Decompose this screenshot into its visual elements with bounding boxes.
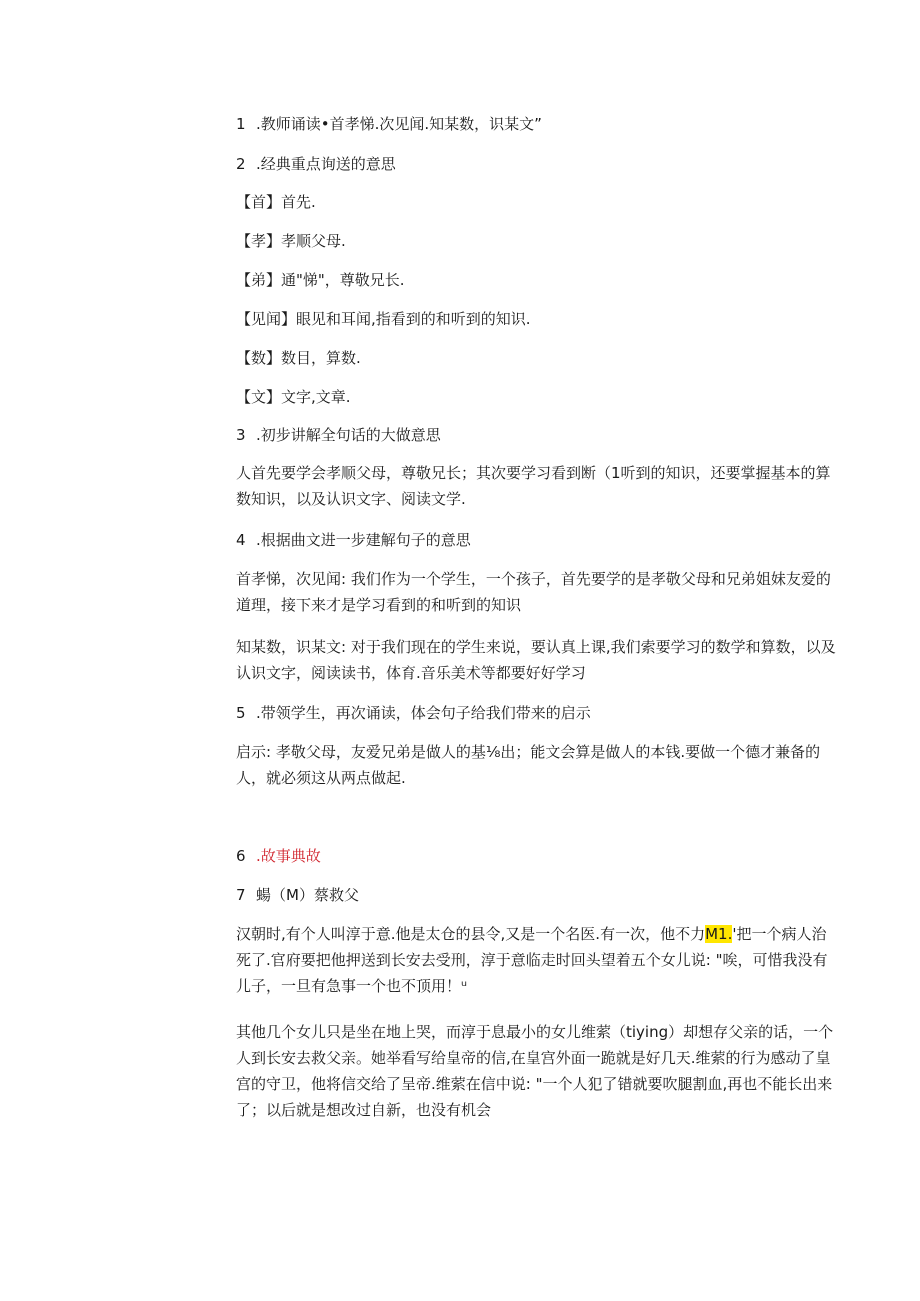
item-number: 1 [236, 115, 246, 133]
paragraph-qishi: 启示: 孝敬父母，友爱兄弟是做人的基⅛出；能文会算是做人的本钱.要做一个德才兼备的人，就必须这从两点做起. [236, 743, 821, 787]
gloss-di: 【弟】通"悌"，尊敬兄长. [236, 271, 405, 289]
list-item-7 [236, 886, 359, 904]
story-text: '把一个病人治死了.官府要把他押送到长安去受刑，淳于意临走时回头望着五个女儿说: "唉，可惜我没有儿子，一旦有急事一个也不顶用！ᵘ [236, 925, 828, 995]
list-item-2 [236, 155, 396, 173]
story-paragraph-1 [236, 921, 840, 999]
item-number: 5 [236, 704, 246, 722]
story-paragraph-2: 其他几个女儿只是坐在地上哭，而淳于息最小的女儿维萦（tiying）却想存父亲的话，一个人到长安去救父亲。她举看写给皇帝的信,在皇宫外面一跪就是好几天.维萦的行为感动了皇宫的守卫，他将信交给了呈帝.维萦在信中说: "一个人犯了错就要吹腿割血,再也不能长出来了；以后就是想改过自新，也没有机会 [236, 1023, 834, 1119]
gloss-jianwen: 【见闻】眼见和耳闻,指看到的和听到的知识. [236, 310, 531, 328]
list-item-6-heading [236, 847, 321, 865]
gloss-wen: 【文】文字,文章. [236, 388, 351, 406]
paragraph-zhishu: 知某数，识某文: 对于我们现在的学生来说，要认真上课,我们索要学习的数学和算数，以及认识文字，阅读读书，体育.音乐美术等都要好好学习 [236, 638, 836, 682]
list-item-4 [236, 531, 471, 549]
highlighted-text: M1. [705, 925, 733, 943]
item-text: .教师诵读•首孝悌.次见闻.知某数，识某文” [256, 115, 542, 133]
item-number: 4 [236, 531, 246, 549]
item-text: 蝪（M）蔡救父 [256, 886, 359, 904]
item-text: .带领学生，再次诵读，体会句子给我们带来的启示 [256, 704, 591, 722]
paragraph-meaning: 人首先要学会孝顺父母，尊敬兄长；其次要学习看到断（1听到的知识，还要掌握基本的算数知识，以及认识文字、阅读文学. [236, 464, 831, 508]
item-text: .经典重点询送的意思 [256, 155, 396, 173]
item-text: .故事典故 [256, 847, 321, 865]
item-number: 7 [236, 886, 246, 904]
gloss-shou: 【首】首先. [236, 193, 316, 211]
gloss-shu: 【数】数目，算数. [236, 349, 361, 367]
item-text: .根据曲文进一步建解句子的意思 [256, 531, 471, 549]
paragraph-xiaoti: 首孝悌，次见闻: 我们作为一个学生，一个孩子，首先要学的是孝敬父母和兄弟姐妹友爱的道理，接下来才是学习看到的和听到的知识 [236, 570, 831, 614]
item-number: 3 [236, 426, 246, 444]
list-item-1 [236, 115, 542, 133]
item-number: 6 [236, 847, 246, 865]
gloss-xiao: 【孝】孝顺父母. [236, 232, 346, 250]
list-item-5 [236, 704, 591, 722]
item-text: .初步讲解全句话的大做意思 [256, 426, 441, 444]
story-text: 汉朝时,有个人叫淳于意.他是太仓的县令,又是一个名医.有一次，他不力 [236, 925, 706, 943]
list-item-3 [236, 426, 441, 444]
item-number: 2 [236, 155, 246, 173]
